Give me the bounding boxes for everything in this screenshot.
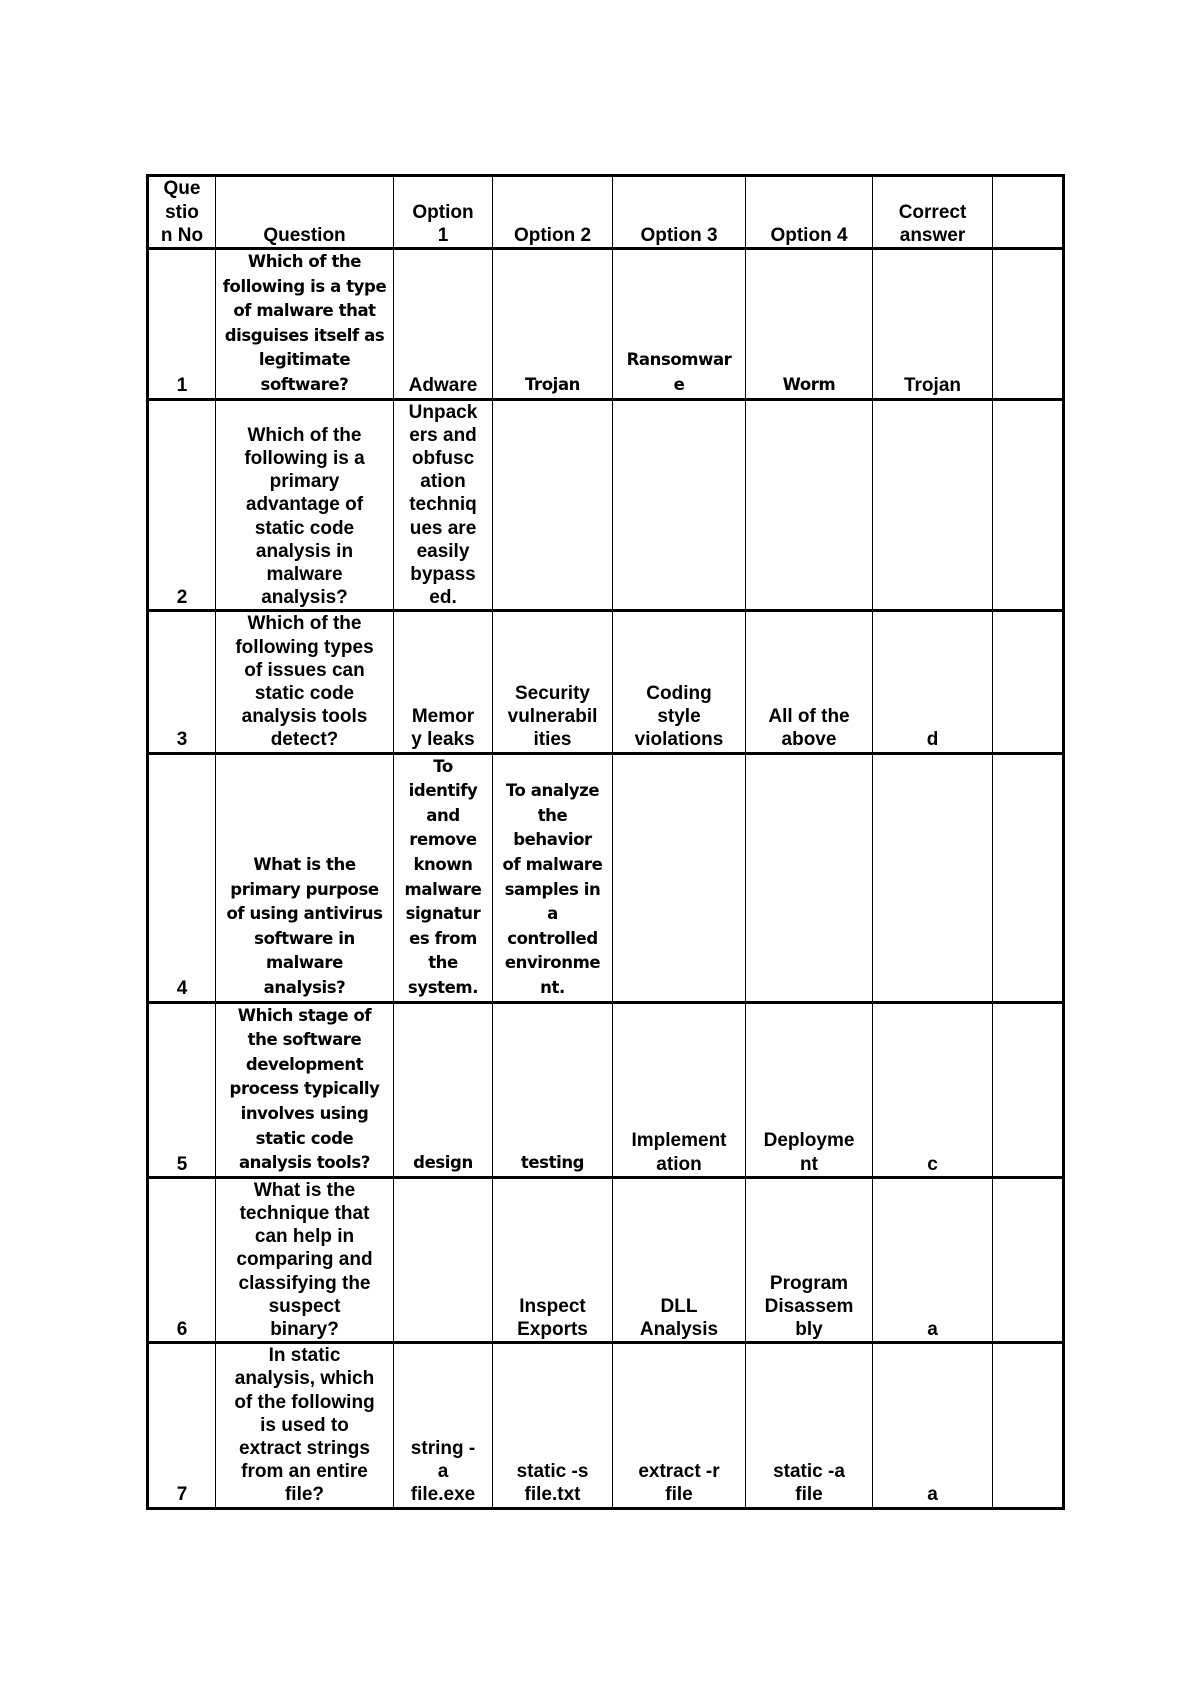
option-4-cell: Deployme nt: [746, 1002, 873, 1177]
question-text: Which of the following types of issues can static code analysis tools detect?: [216, 611, 394, 753]
option-4-cell: static -a file: [746, 1343, 873, 1508]
extra-cell: [993, 249, 1064, 400]
question-text: Which stage of the software development process typically involves using static code analysis tools?: [216, 1002, 394, 1177]
header-question: Question: [216, 176, 394, 249]
option-4-cell: [746, 399, 873, 611]
option-1-cell: Unpack ers and obfusc ation techniq ues are easily bypass ed.: [394, 399, 493, 611]
option-3-cell: Implement ation: [613, 1002, 746, 1177]
header-option-2: Option 2: [493, 176, 613, 249]
table-row: [148, 611, 1064, 753]
quiz-table: [146, 174, 1065, 1510]
option-3-cell: [613, 753, 746, 1002]
header-option-4: Option 4: [746, 176, 873, 249]
option-2-cell: Trojan: [493, 249, 613, 400]
header-question-no: Que stio n No: [148, 176, 216, 249]
question-number: 5: [148, 1002, 216, 1177]
question-text: Which of the following is a primary advantage of static code analysis in malware analysis?: [216, 399, 394, 611]
option-2-cell: To analyze the behavior of malware samples in a controlled environme nt.: [493, 753, 613, 1002]
option-1-cell: [394, 1177, 493, 1342]
header-option-3: Option 3: [613, 176, 746, 249]
header-extra: [993, 176, 1064, 249]
correct-answer-cell: Trojan: [873, 249, 993, 400]
option-1-cell: Memor y leaks: [394, 611, 493, 753]
question-number: 2: [148, 399, 216, 611]
correct-answer-cell: c: [873, 1002, 993, 1177]
table-row: [148, 1343, 1064, 1508]
option-2-cell: testing: [493, 1002, 613, 1177]
correct-answer-cell: a: [873, 1177, 993, 1342]
question-number: 3: [148, 611, 216, 753]
table-row: [148, 1177, 1064, 1342]
question-text: In static analysis, which of the following is used to extract strings from an entire file?: [216, 1343, 394, 1508]
header-option-1: Option 1: [394, 176, 493, 249]
option-2-cell: static -s file.txt: [493, 1343, 613, 1508]
table-row: [148, 753, 1064, 1002]
option-2-cell: Security vulnerabil ities: [493, 611, 613, 753]
question-number: 1: [148, 249, 216, 400]
table-row: [148, 1002, 1064, 1177]
question-number: 4: [148, 753, 216, 1002]
extra-cell: [993, 753, 1064, 1002]
question-text: What is the technique that can help in comparing and classifying the suspect binary?: [216, 1177, 394, 1342]
extra-cell: [993, 1343, 1064, 1508]
question-number: 7: [148, 1343, 216, 1508]
correct-answer-cell: d: [873, 611, 993, 753]
table-row: [148, 399, 1064, 611]
option-4-cell: [746, 753, 873, 1002]
extra-cell: [993, 1177, 1064, 1342]
option-1-cell: design: [394, 1002, 493, 1177]
option-3-cell: extract -r file: [613, 1343, 746, 1508]
correct-answer-cell: [873, 399, 993, 611]
extra-cell: [993, 1002, 1064, 1177]
option-2-cell: [493, 399, 613, 611]
option-1-cell: Adware: [394, 249, 493, 400]
question-text: What is the primary purpose of using antivirus software in malware analysis?: [216, 753, 394, 1002]
question-number: 6: [148, 1177, 216, 1342]
option-3-cell: Coding style violations: [613, 611, 746, 753]
extra-cell: [993, 399, 1064, 611]
extra-cell: [993, 611, 1064, 753]
option-1-cell: To identify and remove known malware signatur es from the system.: [394, 753, 493, 1002]
option-4-cell: All of the above: [746, 611, 873, 753]
option-3-cell: DLL Analysis: [613, 1177, 746, 1342]
correct-answer-cell: [873, 753, 993, 1002]
option-3-cell: [613, 399, 746, 611]
header-row: [148, 176, 1064, 249]
table-row: [148, 249, 1064, 400]
question-text: Which of the following is a type of malware that disguises itself as legitimate software?: [216, 249, 394, 400]
option-1-cell: string - a file.exe: [394, 1343, 493, 1508]
option-4-cell: Worm: [746, 249, 873, 400]
correct-answer-cell: a: [873, 1343, 993, 1508]
option-3-cell: Ransomwar e: [613, 249, 746, 400]
header-correct-answer: Correct answer: [873, 176, 993, 249]
option-2-cell: Inspect Exports: [493, 1177, 613, 1342]
option-4-cell: Program Disassem bly: [746, 1177, 873, 1342]
